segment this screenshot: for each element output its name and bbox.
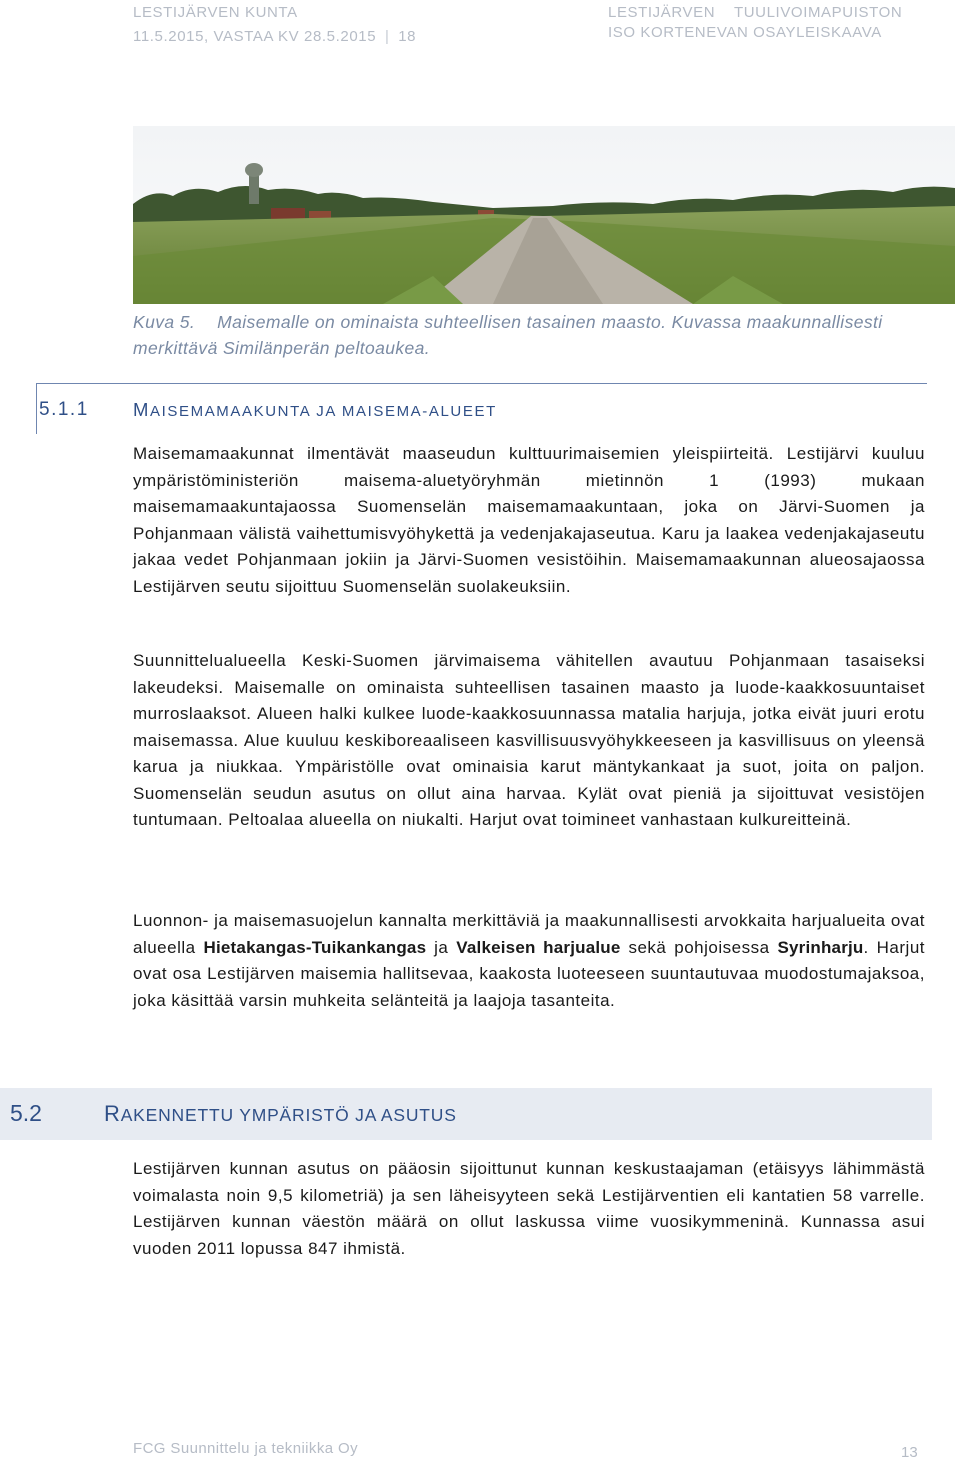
section-title-initial: M [133, 399, 151, 420]
footer-company: FCG Suunnittelu ja tekniikka Oy [133, 1440, 358, 1457]
header-date: 11.5.2015, VASTAA KV 28.5.2015 [133, 28, 377, 45]
caption-label: Kuva 5. [133, 312, 196, 332]
ridge-name-valkeinen: Valkeisen harjualue [456, 937, 621, 957]
paragraph-landscape-provinces: Maisemamaakunnat ilmentävät maaseudun kulttuurimaisemien yleispiirteitä. Lestijärvi kuuluu ympäristöministeriön maisema-aluetyöryhmän mietinnön 1 (1993) mukaan maisemamaakuntajaossa Suomenselän maisemamaakuntaan, joka on Järvi-Suomen ja Pohjanmaan välistä vaihettumisvyöhykettä ja vedenjakajaseutua. Karu ja laakea vedenjakajaseutu jakaa vedet Pohjanmaan jokiin ja Järvi-Suomen vesistöihin. Maisemamaakunnan alueosajaossa Lestijärven seutu sijoittuu Suomenselän suolakeuksiin. [133, 444, 925, 596]
section-heading-5-2 [0, 1088, 932, 1140]
header-project-line2: ISO KORTENEVAN OSAYLEISKAAVA [608, 24, 882, 41]
section-title [133, 399, 497, 421]
footer-page-number: 13 [901, 1444, 918, 1461]
header-page-mark: 18 [398, 28, 417, 45]
section-heading-5-1-1 [36, 383, 927, 434]
ridge-name-hietakangas: Hietakangas-Tuikankangas [203, 937, 427, 957]
figure-caption [133, 309, 925, 361]
section-title-rest: AISEMAMAAKUNTA JA MAISEMA-ALUEET [150, 403, 497, 420]
header-date-line [133, 27, 416, 47]
p3-text-d: sekä pohjoisessa [620, 937, 778, 957]
section-title-initial: R [104, 1101, 121, 1126]
header-separator: | [384, 28, 390, 45]
section-number: 5.1.1 [39, 399, 89, 420]
header-left [133, 3, 416, 47]
caption-text: Maisemalle on ominaista suhteellisen tasainen maasto. Kuvassa maakunnallisesti merkittävä Similänperän peltoaukea. [133, 312, 883, 358]
p3-text-a: Luonnon- ja maisemasuojelun kannalta merkittäviä ja maakunnallisesti arvokkaita harjualueita ovat alueella [133, 911, 925, 957]
landscape-photo [133, 126, 955, 304]
header-project-line1: LESTIJÄRVEN TUULIVOIMAPUISTON [608, 4, 903, 21]
section-number: 5.2 [10, 1100, 42, 1126]
header-municipality: LESTIJÄRVEN KUNTA [133, 4, 298, 21]
ridge-name-syrinharju: Syrinharju [777, 937, 864, 957]
section-title-rest: AKENNETTU YMPÄRISTÖ JA ASUTUS [120, 1105, 457, 1125]
paragraph-ridge-areas [133, 908, 925, 1014]
paragraph-planning-area: Suunnittelualueella Keski-Suomen järvimaisema vähitellen avautuu Pohjanmaan tasaiseksi lakeudeksi. Maisemalle on ominaista suhteellisen tasainen maasto ja luode-kaakkosuuntaiset murroslaaksot. Alueen halki kulkee luode-kaakkosuunnassa matalia harjuja, jotka eivät juuri erotu maisemassa. Alue kuuluu keskiboreaaliseen kasvillisuusvyöhykkeeseen ja kasvillisuus on yleensä karua ja niukkaa. Ympäristölle ovat ominaisia karut mäntykankaat ja suot, joita on paljon. Suomenselän seudun asutus on ollut aina harvaa. Kylät ovat pieniä ja sijoittuvat vesistöjen tuntumaan. Peltoalaa alueella on niukalti. Harjut ovat toimineet vanhastaan kulkureitteinä. [133, 651, 925, 829]
p3-text-e: . Harjut ovat osa Lestijärven maisemia hallitsevaa, kaakosta luoteeseen suuntautuvaa muodostumajaksoa, joka käsittää varsin muhkeita selänteitä ja laajoja tasanteita. [133, 937, 925, 1010]
section-title [104, 1101, 457, 1127]
paragraph-settlement: Lestijärven kunnan asutus on pääosin sijoittunut kunnan keskustaajaman (etäisyys lähimmästä voimalasta noin 9,5 kilometriä) ja sen läheisyyteen sekä Lestijärventien eli kantatien 58 varrelle. Lestijärven kunnan väestön määrä on ollut laskussa viime vuosikymmeninä. Kunnassa asui vuoden 2011 lopussa 847 ihmistä. [133, 1159, 925, 1258]
header-right [608, 3, 902, 43]
p3-text-c: ja [426, 937, 457, 957]
